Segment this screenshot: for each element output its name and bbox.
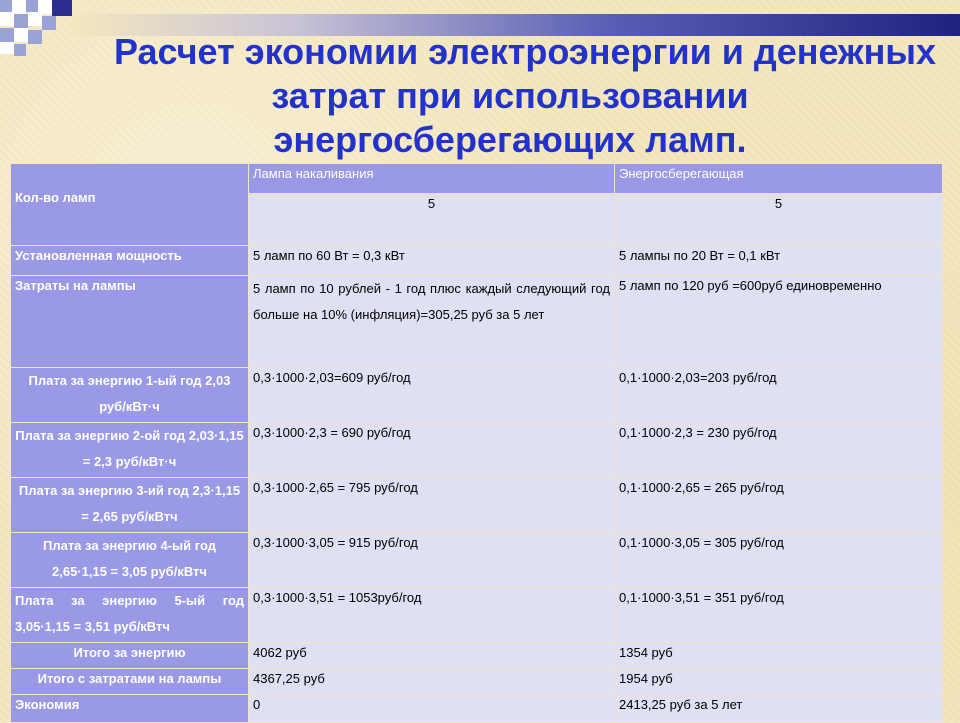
col-header-incandescent: Лампа накаливания — [249, 164, 615, 194]
cell-year4-a: 0,3·1000·3,05 = 915 руб/год — [249, 533, 615, 588]
row-label-grand-total: Итого с затратами на лампы — [11, 669, 249, 695]
title-line-1: Расчет экономии электроэнергии и денежных — [114, 31, 937, 72]
cell-power-a: 5 ламп по 60 Вт = 0,3 кВт — [249, 246, 615, 276]
slide-title — [100, 30, 960, 162]
cell-savings-a: 0 — [249, 695, 615, 723]
cell-year3-a: 0,3·1000·2,65 = 795 руб/год — [249, 478, 615, 533]
cell-lamp-cost-a: 5 ламп по 10 рублей - 1 год плюс каждый следующий год больше на 10% (инфляция)=305,25 руб за 5 лет — [249, 276, 615, 368]
cell-energy-total-a: 4062 руб — [249, 643, 615, 669]
cell-count-b: 5 — [615, 194, 943, 246]
row-label-year5: Плата за энергию 5-ый год 3,05·1,15 = 3,51 руб/кВтч — [11, 588, 249, 643]
row-label-energy-total: Итого за энергию — [11, 643, 249, 669]
cell-year4-b: 0,1·1000·3,05 = 305 руб/год — [615, 533, 943, 588]
title-line-2: затрат при использовании — [271, 75, 749, 116]
row-label-year3: Плата за энергию 3-ий год 2,3·1,15 = 2,65 руб/кВтч — [11, 478, 249, 533]
row-label-count: Кол-во ламп — [11, 164, 249, 246]
cell-lamp-cost-b: 5 ламп по 120 руб =600руб единовременно — [615, 276, 943, 368]
cell-year5-b: 0,1·1000·3,51 = 351 руб/год — [615, 588, 943, 643]
cell-power-b: 5 лампы по 20 Вт = 0,1 кВт — [615, 246, 943, 276]
cell-count-a: 5 — [249, 194, 615, 246]
savings-table — [10, 163, 943, 723]
cell-year2-b: 0,1·1000·2,3 = 230 руб/год — [615, 423, 943, 478]
cell-year2-a: 0,3·1000·2,3 = 690 руб/год — [249, 423, 615, 478]
cell-year1-a: 0,3·1000·2,03=609 руб/год — [249, 368, 615, 423]
cell-grand-total-a: 4367,25 руб — [249, 669, 615, 695]
row-label-savings: Экономия — [11, 695, 249, 723]
row-label-power: Установленная мощность — [11, 246, 249, 276]
title-line-3: энергосберегающих ламп. — [273, 119, 747, 160]
cell-year1-b: 0,1·1000·2,03=203 руб/год — [615, 368, 943, 423]
row-label-year2: Плата за энергию 2-ой год 2,03·1,15 = 2,3 руб/кВт·ч — [11, 423, 249, 478]
cell-year3-b: 0,1·1000·2,65 = 265 руб/год — [615, 478, 943, 533]
cell-energy-total-b: 1354 руб — [615, 643, 943, 669]
cell-year5-a: 0,3·1000·3,51 = 1053руб/год — [249, 588, 615, 643]
row-label-year4: Плата за энергию 4-ый год 2,65·1,15 = 3,05 руб/кВтч — [11, 533, 249, 588]
row-label-lamp-cost: Затраты на лампы — [11, 276, 249, 368]
cell-grand-total-b: 1954 руб — [615, 669, 943, 695]
col-header-energy-saving: Энергосберегающая — [615, 164, 943, 194]
row-label-year1: Плата за энергию 1-ый год 2,03 руб/кВт·ч — [11, 368, 249, 423]
cell-savings-b: 2413,25 руб за 5 лет — [615, 695, 943, 723]
